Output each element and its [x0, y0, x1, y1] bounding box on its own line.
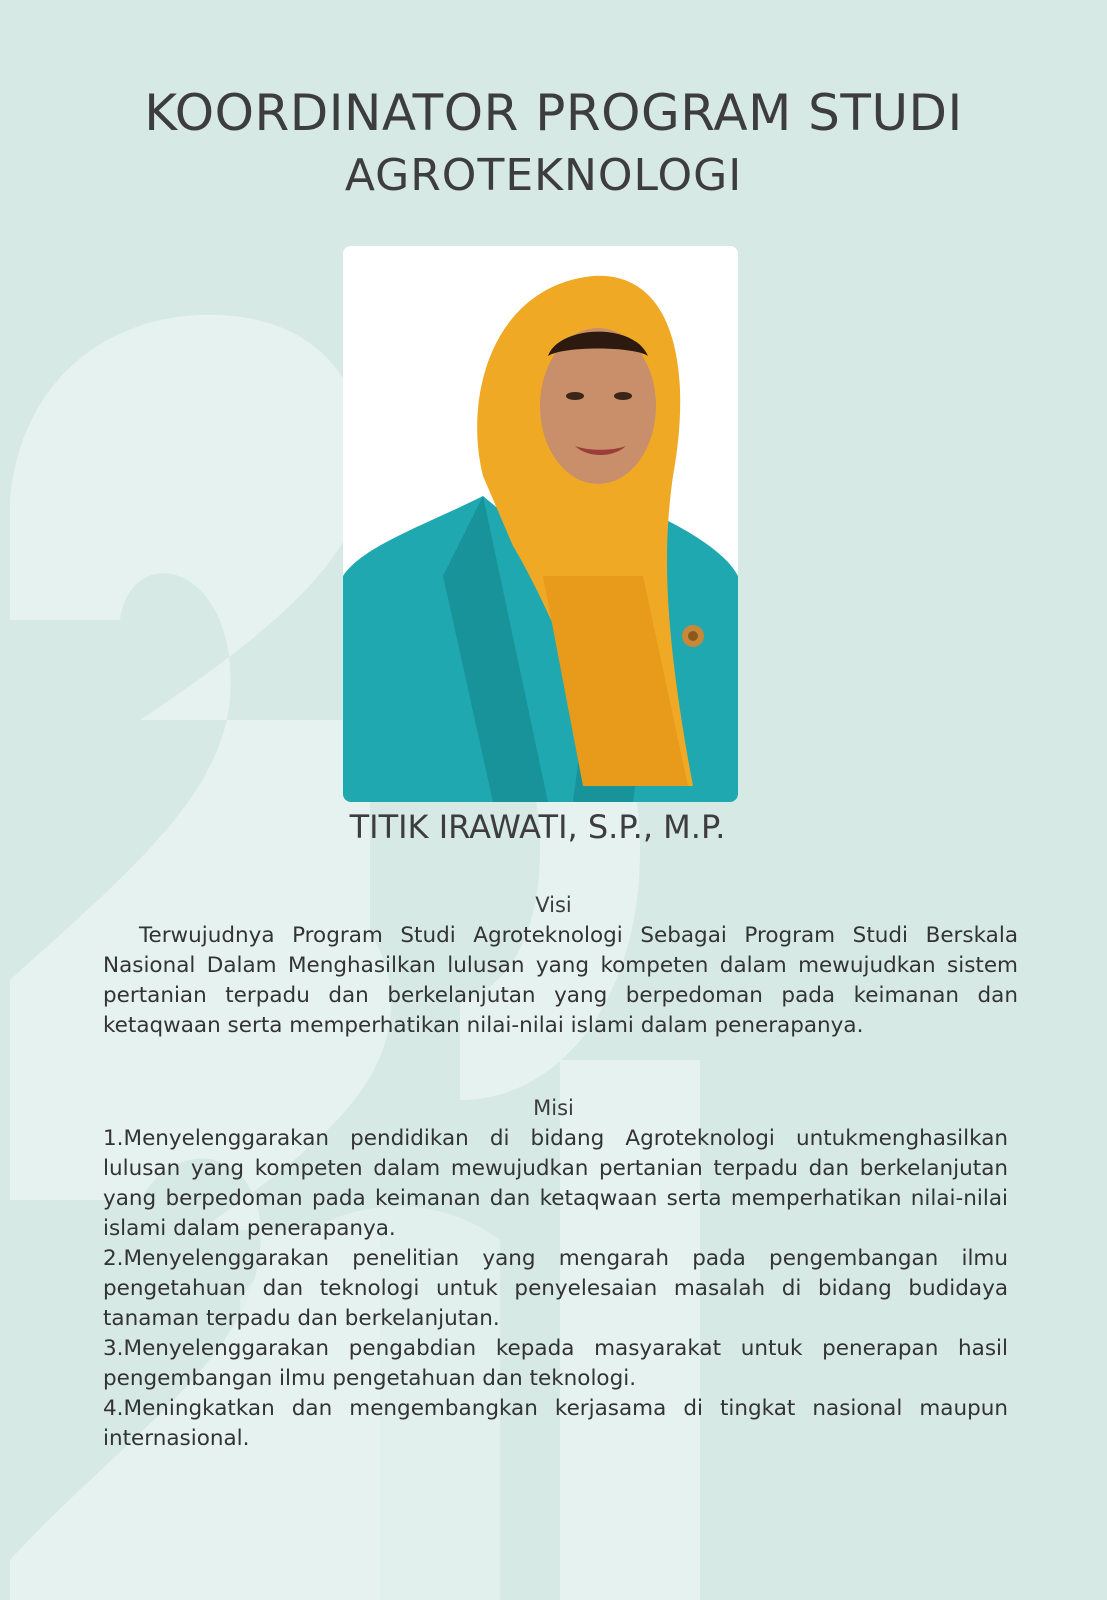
profile-photo: [343, 246, 738, 802]
visi-text: Terwujudnya Program Studi Agroteknologi Sebagai Program Studi Berskala Nasional Dalam Menghasilkan lulusan yang kompeten dalam mewujudkan sistem pertanian terpadu dan berkelanjutan yang berpedoman pada keimanan dan ketaqwaan serta memperhatikan nilai-nilai islami dalam penerapanya.: [103, 923, 1018, 1038]
misi-list: [103, 1124, 1008, 1454]
portrait-illustration: [343, 246, 738, 802]
misi-item: 2.Menyelenggarakan penelitian yang mengarah pada pengembangan ilmu pengetahuan dan teknologi untuk penyelesaian masalah di bidang budidaya tanaman terpadu dan berkelanjutan.: [103, 1246, 1008, 1331]
visi-heading: Visi: [535, 893, 572, 917]
misi-heading: Misi: [533, 1096, 574, 1120]
coordinator-name: TITIK IRAWATI, S.P., M.P.: [349, 808, 726, 846]
page-title: KOORDINATOR PROGRAM STUDI: [144, 84, 963, 142]
misi-item: 3.Menyelenggarakan pengabdian kepada masyarakat untuk penerapan hasil pengembangan ilmu pengetahuan dan teknologi.: [103, 1336, 1008, 1391]
misi-item: 1.Menyelenggarakan pendidikan di bidang Agroteknologi untukmenghasilkan lulusan yang kompeten dalam mewujudkan pertanian terpadu dan berkelanjutan yang berpedoman pada keimanan dan ketaqwaan serta memperhatikan nilai-nilai islami dalam penerapanya.: [103, 1126, 1008, 1241]
page-subtitle: AGROTEKNOLOGI: [344, 150, 743, 201]
misi-item: 4.Meningkatkan dan mengembangkan kerjasama di tingkat nasional maupun internasional.: [103, 1396, 1008, 1451]
